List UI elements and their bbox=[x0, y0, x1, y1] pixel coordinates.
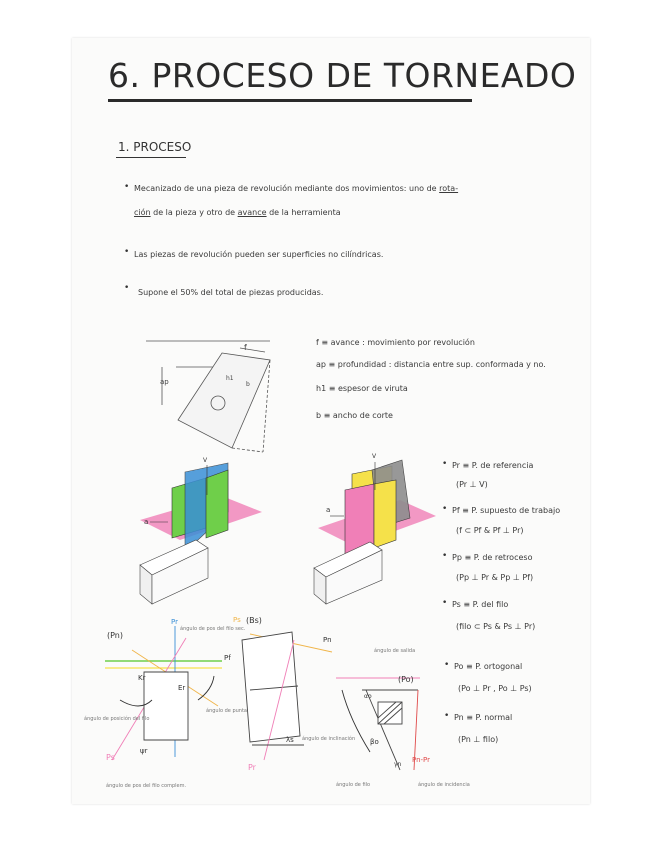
def-espesor: h1 ≡ espesor de viruta bbox=[316, 384, 408, 393]
label-po: (Po) bbox=[398, 675, 414, 684]
label-b: b bbox=[246, 381, 250, 388]
label-pr-2: Pr bbox=[248, 763, 256, 772]
plane-pr-cond: (Pr ⊥ V) bbox=[456, 480, 488, 489]
bullet-1-text-a: Mecanizado de una pieza de revolución mediante dos movimientos: uno de bbox=[134, 184, 440, 193]
bullet-dot: • bbox=[442, 459, 448, 469]
label-pf-1: Pf bbox=[224, 654, 231, 662]
def-ancho: b ≡ ancho de corte bbox=[316, 411, 393, 420]
label-psir: ψr bbox=[140, 747, 148, 755]
label-f: f bbox=[244, 343, 247, 352]
def-profundidad: ap ≡ profundidad : distancia entre sup. conformada y no. bbox=[316, 360, 546, 369]
label-pn-pr: Pn-Pr bbox=[412, 756, 431, 764]
plane-pn-cond: (Pn ⊥ filo) bbox=[458, 735, 499, 744]
label-ang-punta: ángulo de punta bbox=[206, 708, 247, 714]
label-ps-2: Ps bbox=[233, 616, 241, 624]
label-lambda: λs bbox=[286, 736, 294, 744]
bullet-1-text-b: de la pieza y otro de bbox=[150, 208, 238, 217]
section-heading: 1. PROCESO bbox=[118, 140, 192, 154]
bullet-2-text: Las piezas de revolución pueden ser superficies no cilíndricas. bbox=[134, 250, 384, 259]
bullet-dot: • bbox=[444, 711, 450, 721]
bullet-dot: • bbox=[124, 182, 130, 192]
plane-ps-cond: (filo ⊂ Ps & Ps ⊥ Pr) bbox=[456, 622, 536, 631]
label-pr-1: Pr bbox=[171, 618, 178, 626]
plane-pr: Pr ≡ P. de referencia bbox=[452, 461, 534, 470]
label-h1: h1 bbox=[226, 375, 234, 382]
label-ang-pos-complem: ángulo de pos del filo complem. bbox=[106, 783, 187, 789]
label-a-2: a bbox=[144, 518, 149, 526]
figure-planes-ps-pp bbox=[314, 460, 436, 604]
bullet-1-text-c: de la herramienta bbox=[266, 208, 341, 217]
label-alpha: αo bbox=[364, 693, 372, 700]
label-bs: (Bs) bbox=[246, 616, 262, 625]
figure-kr-er bbox=[105, 626, 222, 760]
plane-pf: Pf ≡ P. supuesto de trabajo bbox=[452, 506, 561, 515]
figure-planes-pf-pr bbox=[140, 463, 262, 604]
plane-po: Po ≡ P. ortogonal bbox=[454, 662, 523, 671]
label-a-3: a bbox=[326, 506, 331, 514]
plane-po-cond: (Po ⊥ Pr , Po ⊥ Ps) bbox=[458, 684, 532, 693]
label-ps-1: Ps bbox=[106, 753, 115, 762]
plane-ps: Ps ≡ P. del filo bbox=[452, 600, 509, 609]
label-beta: βo bbox=[370, 738, 379, 746]
label-ang-filo: ángulo de posición del filo bbox=[84, 716, 150, 722]
plane-pf-cond: (f ⊂ Pf & Pf ⊥ Pr) bbox=[456, 526, 524, 535]
label-ang-salida: ángulo de salida bbox=[374, 648, 416, 654]
label-ap: ap bbox=[160, 378, 169, 386]
bullet-1-rotacion: rota- bbox=[439, 184, 459, 193]
label-pn-1: (Pn) bbox=[107, 631, 123, 640]
label-ang-filo-sec: ángulo de pos del filo sec. bbox=[180, 626, 246, 632]
bullet-dot: • bbox=[444, 660, 450, 670]
bullet-dot: • bbox=[442, 551, 448, 561]
figure-cutting-geometry bbox=[146, 341, 270, 452]
plane-pp: Pp ≡ P. de retroceso bbox=[452, 553, 533, 562]
bullet-3-text: Supone el 50% del total de piezas producidas. bbox=[138, 288, 324, 297]
plane-pp-cond: (Pp ⊥ Pr & Pp ⊥ Pf) bbox=[456, 573, 534, 582]
figure-alpha-beta-gamma bbox=[336, 678, 420, 770]
page-title: 6. PROCESO DE TORNEADO bbox=[108, 56, 577, 95]
label-v-2: V bbox=[203, 457, 208, 464]
label-gamma: γn bbox=[394, 761, 402, 768]
label-ang-incid: ángulo de incidencia bbox=[418, 782, 470, 788]
label-v-3: V bbox=[372, 453, 377, 460]
bullet-1-rotacion-cont: ción bbox=[134, 208, 151, 217]
label-pn-2: Pn bbox=[323, 636, 332, 644]
label-er: Er bbox=[178, 684, 186, 692]
label-ang-inclin: ángulo de inclinación bbox=[302, 736, 356, 742]
def-avance: f ≡ avance : movimiento por revolución bbox=[316, 338, 475, 347]
label-ang-filo-2: ángulo de filo bbox=[336, 782, 371, 788]
bullet-dot: • bbox=[124, 283, 130, 293]
plane-pn: Pn ≡ P. normal bbox=[454, 713, 513, 722]
bullet-dot: • bbox=[124, 247, 130, 257]
bullet-dot: • bbox=[442, 504, 448, 514]
label-kr: Kr bbox=[138, 674, 146, 682]
bullet-dot: • bbox=[442, 598, 448, 608]
bullet-1-avance: avance bbox=[237, 208, 267, 217]
